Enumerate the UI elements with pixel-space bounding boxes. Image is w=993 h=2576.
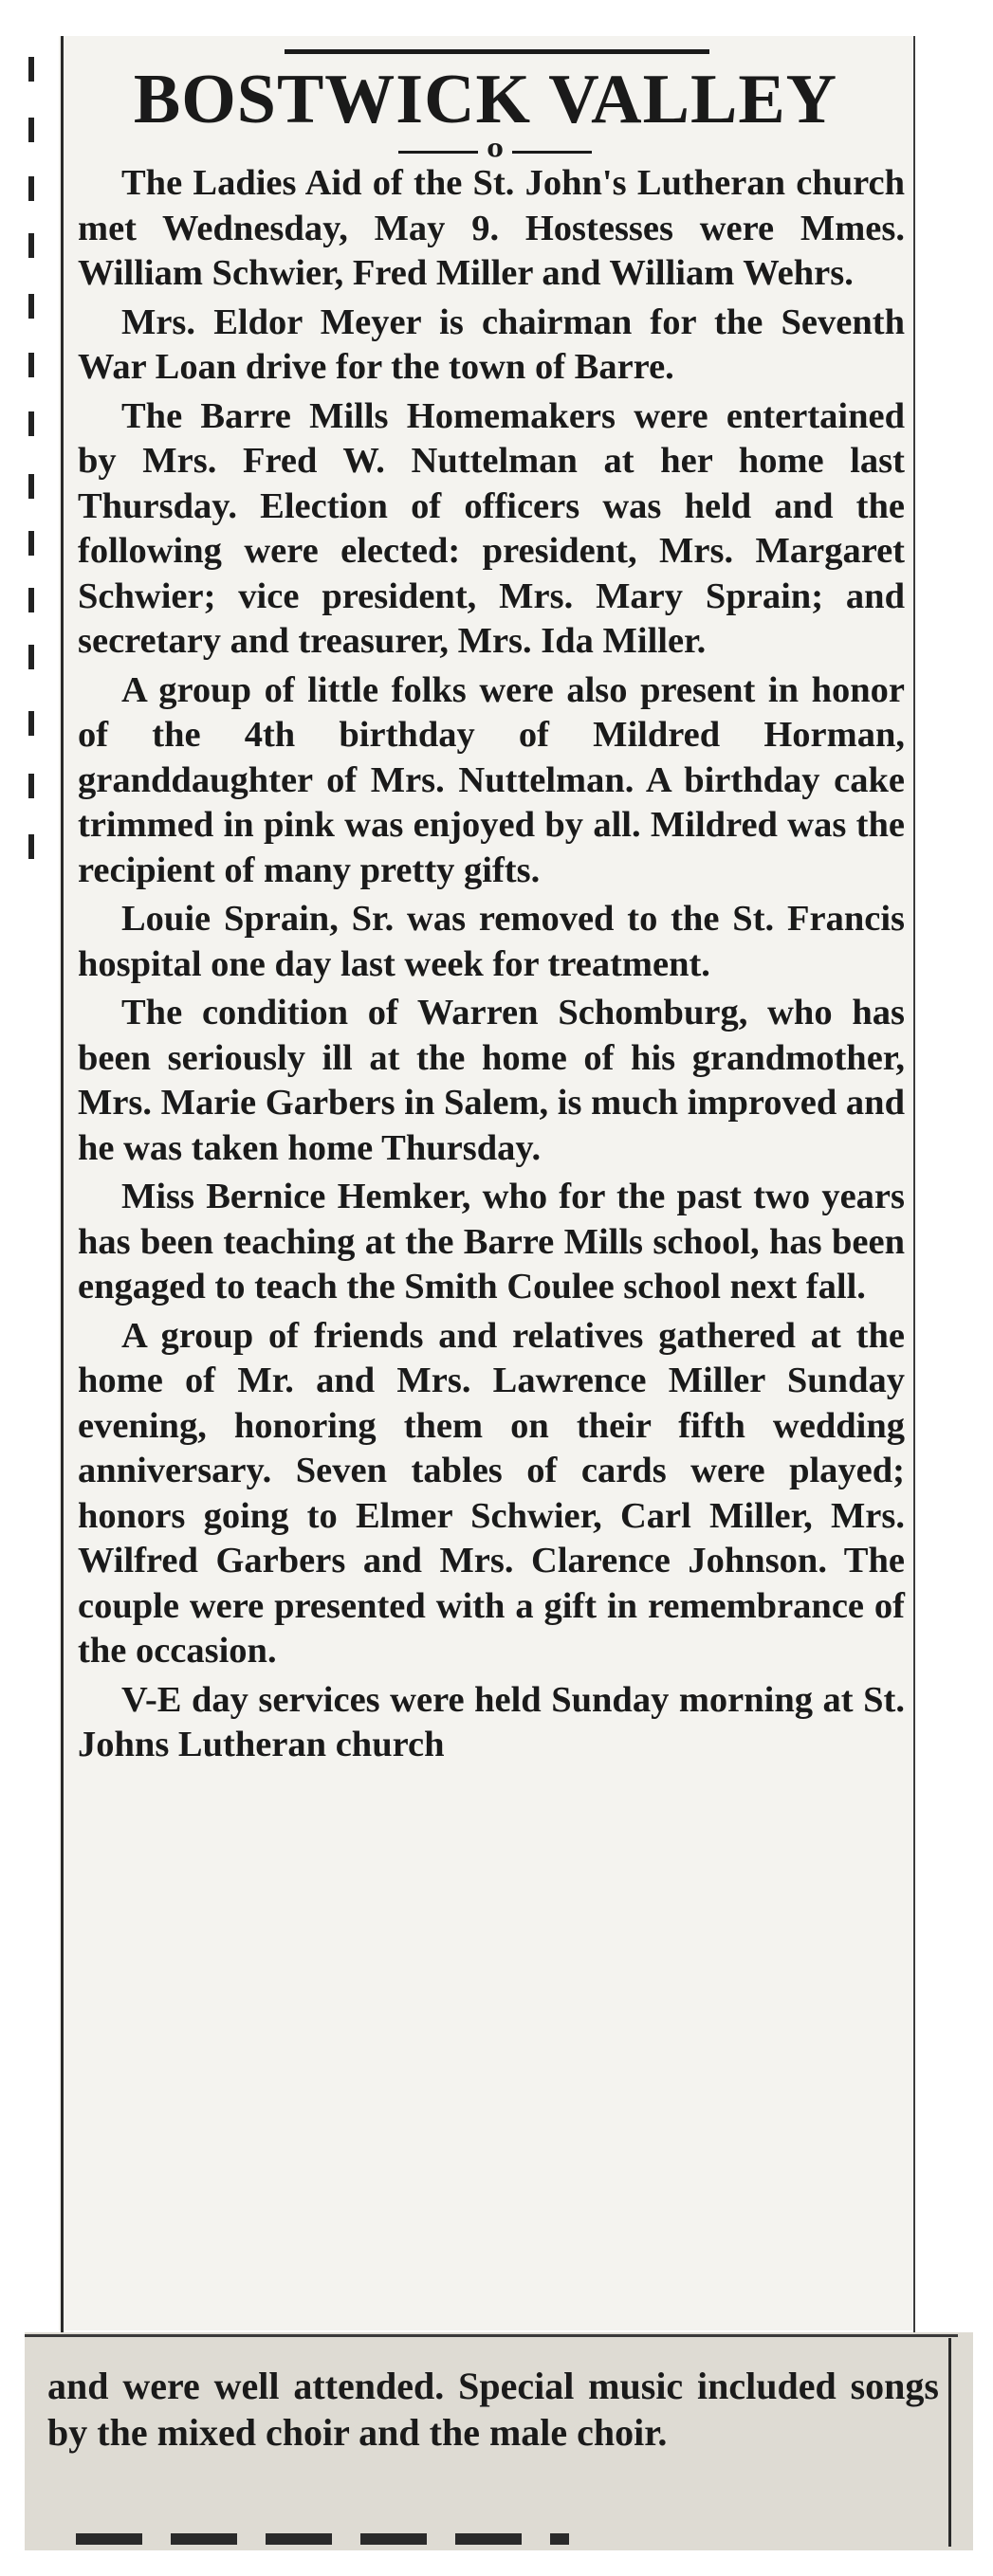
paragraph-hemker: Miss Bernice Hemker, who for the past two years has been teaching at the Barre Mills school, has been engaged to teach the Smith Coulee school next fall. <box>78 1177 905 1306</box>
article-body <box>78 161 905 1772</box>
paragraph-anniversary: A group of friends and relatives gathered at the home of Mr. and Mrs. Lawrence Miller Sunday evening, honoring them on their fifth wedding anniversary. Seven tables of cards were played; honors going to Elmer Schwier, Carl Miller, Mrs. Wilfred Garbers and Mrs. Clarence Johnson. The couple were presented with a gift in remembrance of the occasion. <box>78 1315 905 1671</box>
column-rule-left <box>61 36 64 2340</box>
continuation-text: and were well attended. Special music included songs by the mixed choir and the male choir. <box>47 2365 939 2454</box>
ornament-glyph: o <box>487 135 504 163</box>
margin-fragment-marks <box>0 57 38 1005</box>
paragraph-ladies-aid: The Ladies Aid of the St. John's Lutheran church met Wednesday, May 9. Hostesses were Mmes. William Schwier, Fred Miller and William Wehrs. <box>78 163 905 293</box>
paragraph-birthday: A group of little folks were also present in honor of the 4th birthday of Mildred Horman, granddaughter of Mrs. Nuttelman. A birthday cake trimmed in pink was enjoyed by all. Mildred was the recipient of many pretty gifts. <box>78 669 905 890</box>
headline-ornament <box>398 135 592 163</box>
continuation-top-rule <box>25 2334 958 2345</box>
paragraph-homemakers: The Barre Mills Homemakers were entertained by Mrs. Fred W. Nuttelman at her home last Thursday. Election of officers was held and the following were elected: president, Mrs. Margaret Schwier; vice president, Mrs. Mary Sprain; and secretary and treasurer, Mrs. Ida Miller. <box>78 395 905 661</box>
cut-off-next-line <box>76 2533 569 2545</box>
continuation-right-rule <box>948 2338 951 2547</box>
paragraph-hospital: Louie Sprain, Sr. was removed to the St. Francis hospital one day last week for treatment. <box>78 899 905 984</box>
paragraph-schomburg: The condition of Warren Schomburg, who has been seriously ill at the home of his grandmother, Mrs. Marie Garbers in Salem, is much improved and he was taken home Thursday. <box>78 993 905 1168</box>
headline-top-rule <box>285 49 709 54</box>
ornament-line-left <box>398 151 478 154</box>
ornament-line-right <box>512 151 592 154</box>
column-rule-right <box>913 36 915 2340</box>
paragraph-ve-day: V-E day services were held Sunday morning at St. Johns Lutheran church <box>78 1679 905 1764</box>
paragraph-war-loan: Mrs. Eldor Meyer is chairman for the Seventh War Loan drive for the town of Barre. <box>78 301 905 387</box>
headline: BOSTWICK VALLEY <box>133 61 838 138</box>
